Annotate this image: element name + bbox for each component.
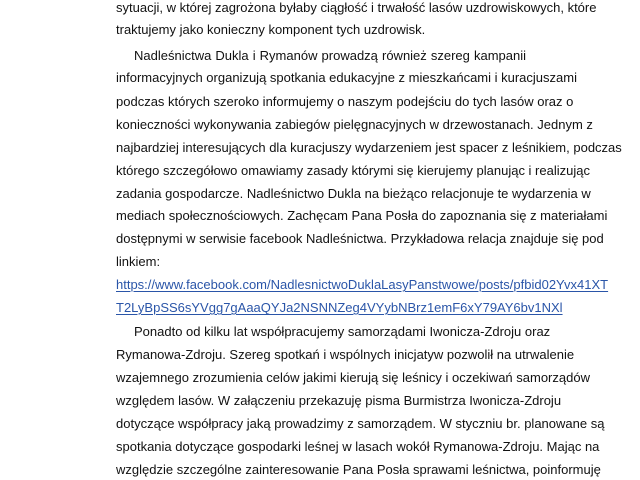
text-line: dostępnymi w serwisie facebook Nadleśnictwa. Przykładowa relacja znajduje się pod — [116, 231, 604, 246]
text-line: informacyjnych organizują spotkania edukacyjne z mieszkańcami i kuracjuszami — [116, 70, 577, 85]
text-line: konieczności wykonywania zabiegów pielęgnacyjnych w drzewostanach. Jednym z — [116, 117, 593, 132]
text-line: względem lasów. W załączeniu przekazuję pisma Burmistrza Iwonicza-Zdroju — [116, 393, 562, 408]
text-line: zadania gospodarcze. Nadleśnictwo Dukla na bieżąco relacjonuje te wydarzenia w — [116, 186, 591, 201]
text-line: spotkania dotyczące gospodarki leśnej w lasach wokół Rymanowa-Zdroju. Mając na — [116, 439, 600, 454]
text-line: najbardziej interesujących dla kuracjuszy wydarzeniem jest spacer z leśnikiem, podczas — [116, 140, 622, 155]
text-line: podczas których szeroko informujemy o naszym podejściu do tych lasów oraz o — [116, 94, 574, 109]
text-line: wzajemnego zrozumienia celów jakimi kierują się leśnicy i oczekiwań samorządów — [116, 370, 590, 385]
text-line: względzie szczególne zainteresowanie Pana Posła sprawami leśnictwa, poinformuję — [116, 462, 601, 477]
paragraph-start-line: Ponadto od kilku lat współpracujemy samorządami Iwonicza-Zdroju oraz — [134, 324, 551, 339]
text-line: sytuacji, w której zagrożona byłaby ciągłość i trwałość lasów uzdrowiskowych, które — [116, 0, 597, 15]
text-line: którego szczegółowo omawiamy zasady którymi się kierujemy planując i realizując — [116, 163, 590, 178]
text-line: dotyczące współpracy jaką prowadzimy z samorządem. W styczniu br. planowane są — [116, 416, 605, 431]
text-line: Rymanowa-Zdroju. Szereg spotkań i wspólnych inicjatyw pozwolił na utrwalenie — [116, 347, 575, 362]
paragraph-start-line: Nadleśnictwa Dukla i Rymanów prowadzą również szereg kampanii — [134, 48, 526, 63]
facebook-link-line-2[interactable]: T2LyBpSS6sYVgg7gAaaQYJa2NSNNZeg4VYybNBrz1emF6xY79AY6bv1NXl — [116, 300, 563, 315]
facebook-link-line-1[interactable]: https://www.facebook.com/NadlesnictwoDuklaLasyPanstwowe/posts/pfbid02Yvx41XT — [116, 277, 609, 292]
text-line: linkiem: — [116, 254, 161, 269]
text-line: mediach społecznościowych. Zachęcam Pana Posła do zapoznania się z materiałami — [116, 208, 608, 223]
text-line: traktujemy jako konieczny komponent tych uzdrowisk. — [116, 22, 426, 37]
